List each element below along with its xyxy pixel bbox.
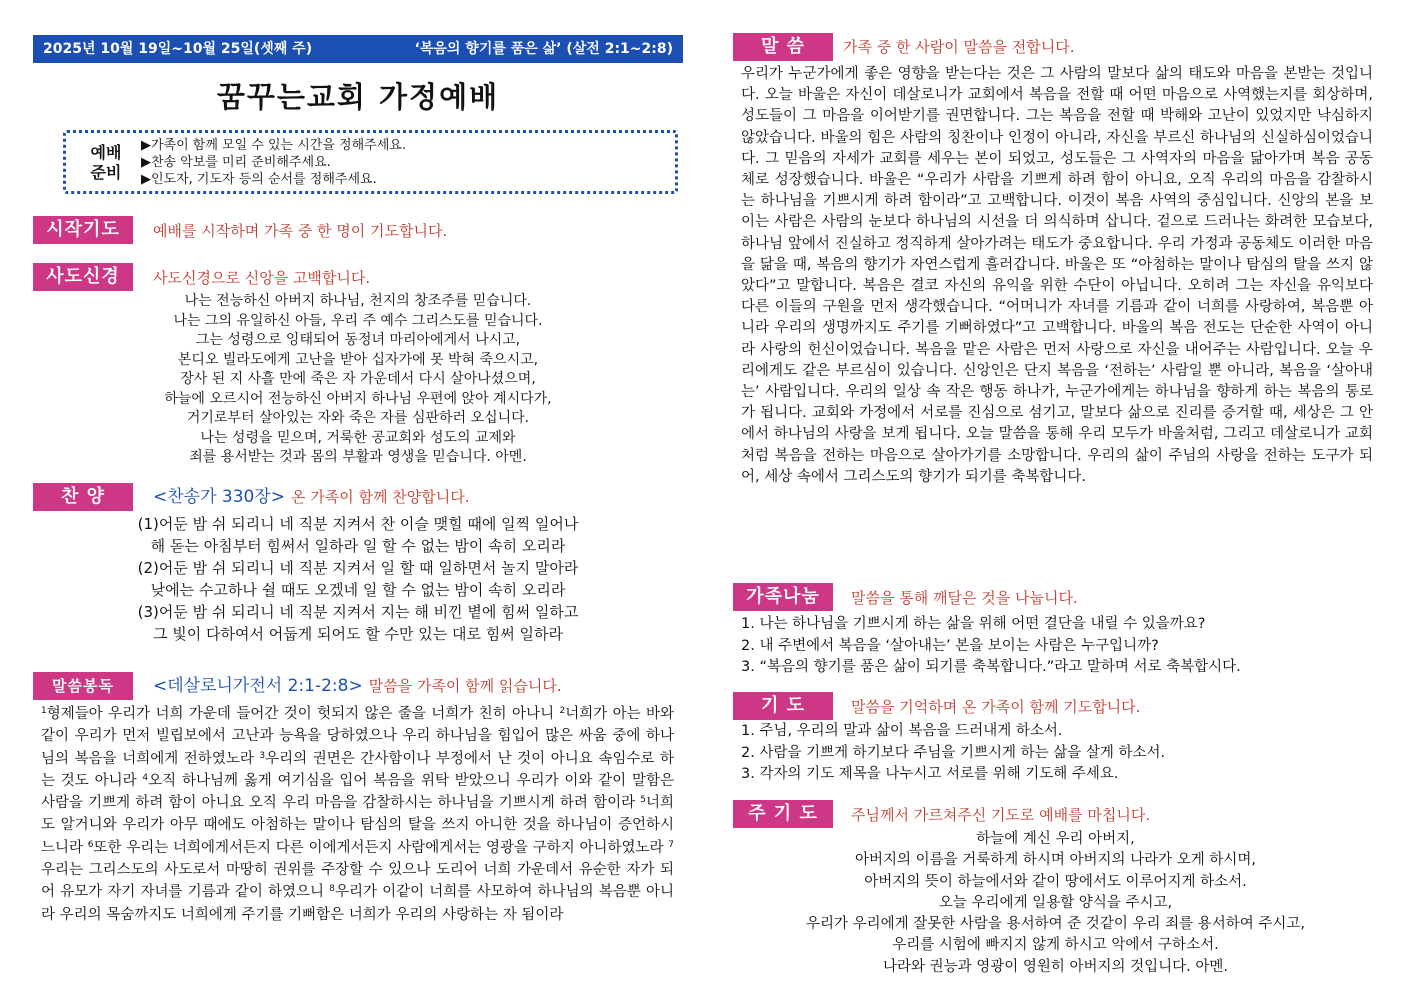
date-banner — [33, 35, 683, 63]
praise-desc-line — [153, 483, 470, 511]
prayer-desc: 말씀을 기억하며 온 가족이 함께 기도합니다. — [851, 698, 1141, 716]
list-item: 2. 사람을 기쁘게 하기보다 주님을 기쁘시게 하는 삶을 살게 하소서. — [741, 744, 1166, 761]
reading-label: 말씀봉독 — [33, 672, 133, 700]
prayer-label: 기 도 — [733, 692, 833, 720]
sharing-label: 가족나눔 — [733, 583, 833, 611]
opening-prayer-desc: 예배를 시작하며 가족 중 한 명이 기도합니다. — [153, 222, 448, 240]
creed-label: 사도신경 — [33, 263, 133, 291]
worship-prep-box — [63, 130, 678, 194]
page-title: 꿈꾸는교회 가정예배 — [216, 80, 500, 114]
hymn-lyrics: (1)어둔 밤 쉬 되리니 네 직분 지켜서 찬 이슬 맺힐 때에 일찍 일어나 해 돋는 아침부터 힘써서 일하라 일 할 수 없는 밤이 속히 오리라 (2)어둔 밤 쉬 되리니 네 직분 지켜서 일 할 때 일하면서 놀지 말아라 낮에는 수고하나 쉴 때도 오겠네 일 할 수 없는 밤이 속히 오리라 (3)어둔 밤 쉬 되리니 네 직분 지켜서 지는 해 비낀 볕에 힘써 일하고 그 빛이 다하여서 어둡게 되어도 할 수만 있는 대로 힘써 일하라 — [137, 515, 579, 643]
prayer-items — [741, 721, 1373, 786]
creed-desc: 사도신경으로 신앙을 고백합니다. — [153, 269, 371, 287]
sharing-desc: 말씀을 통해 깨달은 것을 나눕니다. — [851, 589, 1078, 607]
creed-text: 나는 전능하신 아버지 하나님, 천지의 창조주를 믿습니다. 나는 그의 유일하신 아들, 우리 주 예수 그리스도를 믿습니다. 그는 성령으로 잉태되어 동정녀 마리아에게서 나시고, 본디오 빌라도에게 고난을 받아 십자가에 못 박혀 죽으시고, 장사 된 지 사흘 만에 죽은 자 가운데서 다시 살아나셨으며, 하늘에 오르시어 전능하신 아버지 하나님 우편에 앉아 계시다가, 거기로부터 살아있는 자와 죽은 자를 심판하러 오십니다. 나는 성령을 믿으며, 거룩한 공교회와 성도의 교제와 죄를 용서받는 것과 몸의 부활과 영생을 믿습니다. 아멘. — [164, 293, 552, 465]
list-item: 1. 나는 하나님을 기쁘시게 하는 삶을 위해 어떤 결단을 내릴 수 있을까요? — [741, 616, 1206, 632]
sermon-desc: 가족 중 한 사람이 말씀을 전합니다. — [843, 38, 1075, 56]
prep-list — [141, 137, 406, 188]
scripture-passage: $^1$형제들아 우리가 너희 가운데 들어간 것이 헛되지 않은 줄을 너희가 친히 아나니 $^2$너희가 아는 바와 같이 우리가 먼저 빌립보에서 고난과 능욕을 당하였으나 우리 하나님을 힘입어 많은 싸움 중에 하나님의 복음을 너희에게 전하였노라 $^3$우리의 권면은 간사함이나 부정에서 난 것이 아니요 속임수로 하는 것도 아니라 $^4$오직 하나님께 옳게 여기심을 입어 복음을 위탁 받았으니 우리가 이와 같이 말함은 사람을 기쁘게 하려 함이 아니요 오직 우리 마음을 감찰하시는 하나님을 기쁘시게 하려 함이라 $^5$너희도 알거니와 우리가 아무 때에도 아첨하는 말이나 탐심의 탈을 쓰지 아니한 것을 하나님이 증언하시느니라 $^6$또한 우리는 너희에게서든지 다른 이에게서든지 사람에게서는 영광을 구하지 아니하였노라 $^7$우리는 그리스도의 사도로서 마땅히 권위를 주장할 수 있으나 도리어 너희 가운데서 유순한 자가 되어 유모가 자기 자녀를 기름과 같이 하였으니 $^8$우리가 이같이 너희를 사모하여 하나님의 복음뿐 아니라 우리의 목숨까지도 너희에게 주기를 기뻐함은 너희가 우리의 사랑하는 자 됨이라 — [41, 706, 675, 923]
list-item: 2. 내 주변에서 복음을 ‘살아내는’ 본을 보이는 사람은 누구입니까? — [741, 637, 1159, 654]
lords-prayer-label: 주 기 도 — [733, 800, 833, 828]
reading-desc-line — [153, 672, 562, 700]
reading-desc: 말씀을 가족이 함께 읽습니다. — [368, 677, 562, 695]
praise-label: 찬 양 — [33, 483, 133, 511]
list-item: 1. 주님, 우리의 말과 삶이 복음을 드러내게 하소서. — [741, 723, 1063, 739]
prep-item: ▶인도자, 기도자 등의 순서를 정해주세요. — [141, 172, 377, 187]
list-item: 3. 각자의 기도 제목을 나누시고 서로를 위해 기도해 주세요. — [741, 766, 1119, 782]
prep-label: 예배 준비 — [90, 143, 122, 182]
list-item: 3. “복음의 향기를 품은 삶이 되기를 축복합니다.”라고 말하며 서로 축복합시다. — [741, 659, 1241, 675]
sermon-label: 말 씀 — [733, 33, 833, 61]
prep-item: ▶가족이 함께 모일 수 있는 시간을 정해주세요. — [141, 138, 406, 153]
praise-desc: 온 가족이 함께 찬양합니다. — [291, 488, 470, 506]
hymn-ref: <찬송가 330장> — [153, 487, 286, 507]
sharing-questions — [741, 614, 1373, 679]
lords-prayer-desc: 주님께서 가르쳐주신 기도로 예배를 마칩니다. — [851, 806, 1151, 824]
opening-prayer-label: 시작기도 — [33, 216, 133, 244]
sermon-theme: ‘복음의 향기를 품은 삶’ (살전 2:1~2:8) — [414, 41, 673, 57]
lords-prayer-text: 하늘에 계신 우리 아버지, 아버지의 이름을 거룩하게 하시며 아버지의 나라가 오게 하시며, 아버지의 뜻이 하늘에서와 같이 땅에서도 이루어지게 하소서. 오늘 우리에게 일용할 양식을 주시고, 우리가 우리에게 잘못한 사람을 용서하여 준 것같이 우리 죄를 용서하여 주시고, 우리를 시험에 빠지지 않게 하시고 악에서 구하소서. 나라와 권능과 영광이 영원히 아버지의 것입니다. 아멘. — [806, 831, 1305, 975]
prep-item: ▶찬송 악보를 미리 준비해주세요. — [141, 155, 331, 170]
reading-ref: <데살로니가전서 2:1-2:8> — [153, 676, 363, 696]
sermon-text: 우리가 누군가에게 좋은 영향을 받는다는 것은 그 사람의 말보다 삶의 태도와 마음을 본받는 것입니다. 오늘 바울은 자신이 데살로니가 교회에서 복음을 전할 때 어떤 마음으로 사역했는지를 회상하며, 성도들이 그 마음을 이어받기를 권면합니다. 그는 복음을 전할 때 박해와 고난이 있었지만 낙심하지 않았습니다. 바울의 힘은 사람의 칭찬이나 인정이 아니라, 자신을 부르신 하나님의 신실하심이었습니다. 그 믿음의 자세가 교회를 세우는 본이 되었고, 성도들은 그 사역자의 마음을 닮아가며 복음 공동체로 성장했습니다. 바울은 “우리가 사람을 기쁘게 하려 함이 아니요, 오직 우리의 마음을 감찰하시는 하나님을 기쁘시게 하려 함이라”고 고백합니다. 이것이 복음 사역의 중심입니다. 신앙의 본을 보이는 사람은 사람의 눈보다 하나님의 시선을 더 의식하며 삽니다. 겉으로 드러나는 화려한 모습보다, 하나님 앞에서 진실하고 정직하게 살아가려는 태도가 중요합니다. 우리 가정과 공동체도 이러한 마음을 닮을 때, 복음의 향기가 자연스럽게 흘러갑니다. 바울은 또 “아첨하는 말이나 탐심의 탈을 쓰지 않았다”고 말합니다. 복음은 결코 자신의 유익을 위한 수단이 아닙니다. 오히려 그는 자신을 유익보다 다른 이들의 구원을 먼저 생각했습니다. “어머니가 자녀를 기름과 같이 너희를 사랑하여, 복음뿐 아니라 우리의 생명까지도 주기를 기뻐하였다”고 고백합니다. 바울의 복음 전도는 단순한 사역이 아니라 사랑의 헌신이었습니다. 복음을 맡은 사람은 먼저 사랑으로 자신을 내어주는 사람입니다. 오늘 우리에게도 같은 부르심이 있습니다. 신앙인은 단지 복음을 ‘전하는’ 사람일 뿐 아니라, 복음을 ‘살아내는’ 사람입니다. 우리의 일상 속 작은 행동 하나가, 누군가에게는 하나님을 향하게 하는 복음의 통로가 됩니다. 교회와 가정에서 서로를 진심으로 섬기고, 말보다 삶으로 진리를 증거할 때, 세상은 그 안에서 하나님의 사랑을 보게 됩니다. 오늘 말씀을 통해 우리 모두가 바울처럼, 그리고 데살로니가 교회처럼 복음을 전하는 마음으로 살아가기를 소망합니다. 우리의 삶이 주님의 사랑을 전하는 도구가 되어, 세상 속에서 그리스도의 향기가 되기를 축복합니다. — [741, 66, 1374, 485]
week-range: 2025년 10월 19일~10월 25일(셋째 주) — [43, 41, 313, 57]
